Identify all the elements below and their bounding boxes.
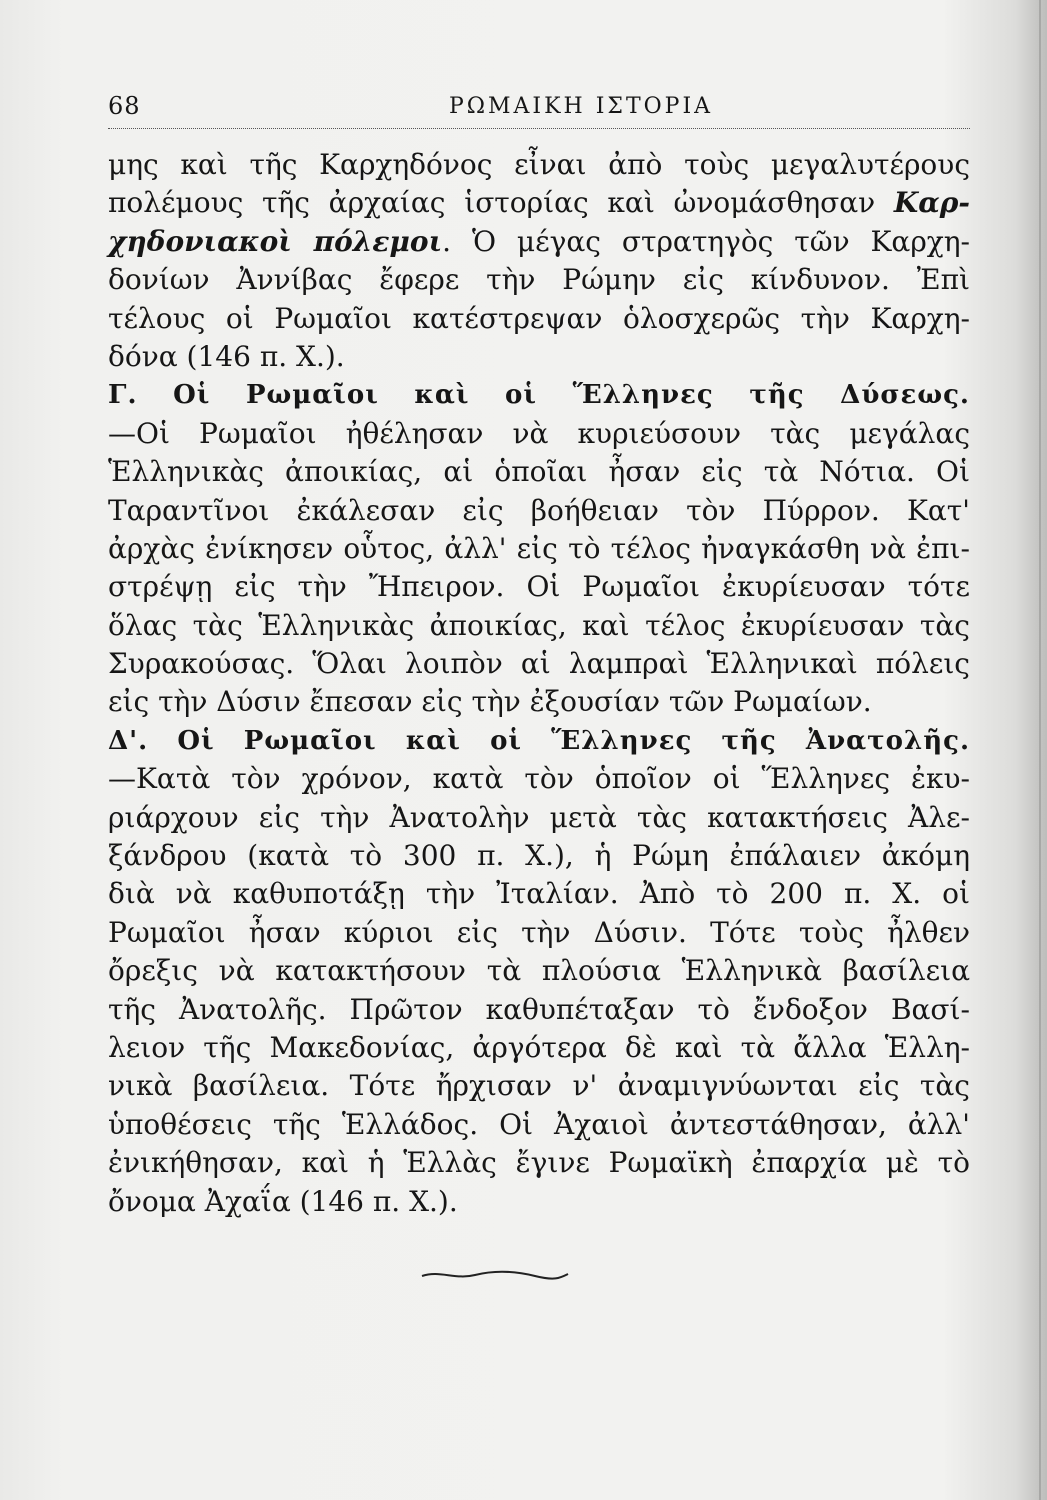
text-line: ὄρεξις νὰ κατακτήσουν τὰ πλούσια Ἑλληνικὰ βασίλεια	[108, 954, 970, 988]
bold-italic-term: Καρ-	[893, 186, 970, 220]
text-line: ἐνικήθησαν, καὶ ἡ Ἑλλὰς ἔγινε Ρωμαϊκὴ ἐπαρχία μὲ τὸ	[108, 1146, 970, 1180]
text-line: τέλους οἱ Ρωμαῖοι κατέστρεψαν ὁλοσχερῶς τὴν Καρχη-	[108, 301, 970, 335]
page-edge-shadow	[1039, 0, 1041, 1500]
text-line: Ταραντῖνοι ἐκάλεσαν εἰς βοήθειαν τὸν Πύρρον. Κατ'	[108, 493, 970, 527]
header-rule	[108, 128, 970, 129]
text-line: Συρακούσας. Ὅλαι λοιπὸν αἱ λαμπραὶ Ἑλληνικαὶ πόλεις	[108, 647, 970, 681]
text-line: δονίων Ἀννίβας ἔφερε τὴν Ρώμην εἰς κίνδυνον. Ἐπὶ	[108, 263, 970, 297]
text-line: ὑποθέσεις τῆς Ἑλλάδος. Οἱ Ἀχαιοὶ ἀντεστάθησαν, ἀλλ'	[108, 1107, 970, 1141]
running-title: ΡΩΜΑΙΚΗ ΙΣΤΟΡΙΑ	[448, 94, 714, 119]
bold-italic-term: χηδονιακοὶ πόλεμοι	[108, 224, 443, 258]
text-line: νικὰ βασίλεια. Τότε ἤρχισαν ν' ἀναμιγνύωνται εἰς τὰς	[108, 1069, 970, 1103]
text-line: ὅλας τὰς Ἑλληνικὰς ἀποικίας, καὶ τέλος ἐκυρίευσαν τὰς	[108, 608, 970, 642]
text-line: χηδονιακοὶ πόλεμοι. Ὁ μέγας στρατηγὸς τῶν Καρχη-	[108, 224, 970, 258]
text-line: μης καὶ τῆς Καρχηδόνος εἶναι ἀπὸ τοὺς μεγαλυτέρους	[108, 148, 970, 181]
text-line: ὄνομα Ἀχαΐα (146 π. Χ.).	[108, 1184, 458, 1218]
text-line: ἀρχὰς ἐνίκησεν οὗτος, ἀλλ' εἰς τὸ τέλος ἠναγκάσθη νὰ ἐπι-	[108, 531, 970, 565]
text-line: λειον τῆς Μακεδονίας, ἀργότερα δὲ καὶ τὰ ἄλλα Ἑλλη-	[108, 1030, 970, 1064]
text-line: δόνα (146 π. Χ.).	[108, 339, 345, 373]
text-line: τῆς Ἀνατολῆς. Πρῶτον καθυπέταξαν τὸ ἔνδοξον Βασί-	[108, 992, 970, 1026]
text-line: εἰς τὴν Δύσιν ἔπεσαν εἰς τὴν ἐξουσίαν τῶν Ρωμαίων.	[108, 685, 872, 719]
text-line: διὰ νὰ καθυποτάξῃ τὴν Ἰταλίαν. Ἀπὸ τὸ 200 π. Χ. οἱ	[108, 877, 970, 911]
page-number: 68	[108, 92, 141, 120]
end-ornament	[420, 1268, 570, 1282]
body-text	[108, 146, 970, 1221]
text-line: στρέψῃ εἰς τὴν Ἤπειρον. Οἱ Ρωμαῖοι ἐκυρίευσαν τότε	[108, 570, 970, 604]
section-heading-g: Γ. Οἱ Ρωμαῖοι καὶ οἱ Ἕλληνες τῆς Δύσεως.	[108, 380, 970, 411]
text-line: ξάνδρου (κατὰ τὸ 300 π. Χ.), ἡ Ρώμη ἐπάλαιεν ἀκόμη	[108, 839, 970, 873]
page-header	[108, 92, 970, 128]
text-line: —Κατὰ τὸν χρόνον, κατὰ τὸν ὁποῖον οἱ Ἕλληνες ἐκυ-	[108, 762, 970, 796]
text-line: ριάρχουν εἰς τὴν Ἀνατολὴν μετὰ τὰς κατακτήσεις Ἀλε-	[108, 800, 970, 834]
text-line: —Οἱ Ρωμαῖοι ἠθέλησαν νὰ κυριεύσουν τὰς μεγάλας	[108, 416, 970, 450]
text-line: πολέμους τῆς ἀρχαίας ἱστορίας καὶ ὠνομάσθησαν Καρ-	[108, 186, 970, 220]
text-line: Ἑλληνικὰς ἀποικίας, αἱ ὁποῖαι ἦσαν εἰς τὰ Νότια. Οἱ	[108, 455, 970, 489]
section-heading-d: Δ'. Οἱ Ρωμαῖοι καὶ οἱ Ἕλληνες τῆς Ἀνατολῆς.	[108, 725, 970, 756]
text-line: Ρωμαῖοι ἦσαν κύριοι εἰς τὴν Δύσιν. Τότε τοὺς ἦλθεν	[108, 915, 970, 949]
